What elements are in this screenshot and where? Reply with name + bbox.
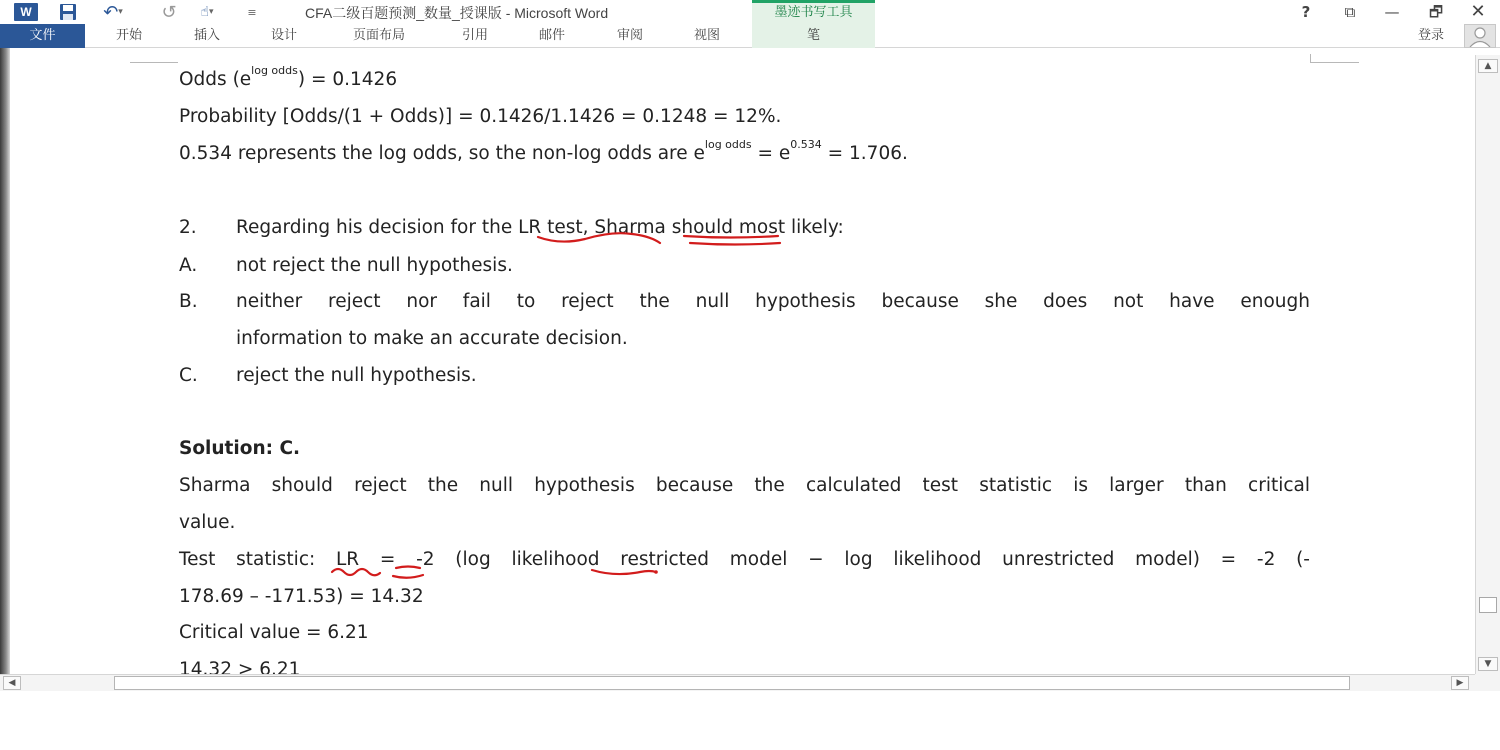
save-icon[interactable] xyxy=(58,2,78,22)
horizontal-scroll-thumb[interactable] xyxy=(114,676,1350,690)
option-text-continued: information to make an accurate decision. xyxy=(236,328,628,349)
scroll-down-icon[interactable]: ▼ xyxy=(1478,657,1498,671)
vertical-scrollbar[interactable] xyxy=(1475,55,1500,674)
undo-icon[interactable]: ↶ ▾ xyxy=(103,1,123,23)
tab-design[interactable]: 设计 xyxy=(270,28,297,43)
tab-page-layout[interactable]: 页面布局 xyxy=(352,28,405,43)
touch-dropdown-icon[interactable]: ▾ xyxy=(209,7,214,17)
user-icon xyxy=(1465,25,1495,47)
option-text: not reject the null hypothesis. xyxy=(236,255,513,276)
probability-line: Probability [Odds/(1 + Odds)] = 0.1426/1.1426 = 0.1248 = 12%. xyxy=(179,106,782,127)
sign-in-link[interactable]: 登录 xyxy=(1418,28,1445,43)
option-letter: C. xyxy=(179,365,198,386)
close-button[interactable]: ✕ xyxy=(1470,1,1486,22)
window-title: CFA二级百题预测_数量_授课版 - Microsoft Word xyxy=(305,5,609,21)
scroll-right-icon[interactable]: ▶ xyxy=(1451,676,1469,690)
blank-area xyxy=(0,691,1500,750)
touch-mode-icon[interactable]: ☝ ▾ xyxy=(200,4,214,20)
scrollbar-corner xyxy=(1475,674,1500,691)
option-letter: B. xyxy=(179,291,198,312)
test-statistic-line: 178.69 – -171.53) = 14.32 xyxy=(179,586,424,607)
tab-references[interactable]: 引用 xyxy=(461,28,488,43)
tab-insert[interactable]: 插入 xyxy=(193,28,220,43)
ink-tools-group-label: 墨迹书写工具 xyxy=(752,0,875,24)
ink-underline-sharma xyxy=(690,243,780,245)
test-statistic-line: Test statistic: LR = -2 (log likelihood restricted model − log likelihood unrestricted model) = -2 (- xyxy=(179,549,1310,570)
tab-view[interactable]: 视图 xyxy=(693,28,720,43)
option-letter: A. xyxy=(179,255,198,276)
tab-review[interactable]: 审阅 xyxy=(616,28,643,43)
avatar[interactable] xyxy=(1464,24,1496,48)
customize-toolbar-icon[interactable]: ≡ xyxy=(247,5,257,19)
tab-home[interactable]: 开始 xyxy=(115,28,142,43)
restore-window-button[interactable]: 🗗 xyxy=(1428,3,1444,21)
scroll-up-icon[interactable]: ▲ xyxy=(1478,59,1498,73)
ribbon-display-options-icon[interactable]: ⧉ xyxy=(1344,3,1356,21)
tab-pen[interactable]: 笔 xyxy=(752,24,875,48)
solution-text: value. xyxy=(179,512,236,533)
scroll-left-icon[interactable]: ◀ xyxy=(3,676,21,690)
tab-file[interactable]: 文件 xyxy=(0,24,85,48)
comparison-line: 14.32 > 6.21 xyxy=(179,659,301,674)
solution-heading: Solution: C. xyxy=(179,438,301,459)
margin-mark-right xyxy=(1310,54,1359,63)
vertical-scroll-thumb[interactable] xyxy=(1479,597,1497,613)
minimize-button[interactable]: — xyxy=(1384,3,1400,21)
redo-icon[interactable]: ↺ xyxy=(161,1,177,23)
undo-dropdown-icon[interactable]: ▾ xyxy=(118,7,123,17)
window-left-edge xyxy=(0,48,10,674)
ribbon-tab-bar xyxy=(0,24,1500,48)
help-icon[interactable]: ? xyxy=(1301,3,1311,21)
question-number: 2. xyxy=(179,217,197,238)
document-page[interactable] xyxy=(0,48,1475,674)
word-logo-icon[interactable]: W xyxy=(14,3,38,21)
critical-value-line: Critical value = 6.21 xyxy=(179,622,369,643)
solution-text: Sharma should reject the null hypothesis because the calculated test statistic is larger than critical xyxy=(179,475,1310,496)
question-text: Regarding his decision for the LR test, Sharma should most likely: xyxy=(236,217,844,238)
option-text: reject the null hypothesis. xyxy=(236,365,477,386)
horizontal-scrollbar[interactable] xyxy=(0,674,1475,691)
log-odds-line: 0.534 represents the log odds, so the non-log odds are $e^{log odds} = e^{0.534} = 1.706$. xyxy=(179,138,908,164)
odds-line: Odds $(e^{log odds}) = 0.1426$ xyxy=(179,64,398,90)
option-text: neither reject nor fail to reject the null hypothesis because she does not have enough xyxy=(236,291,1310,312)
title-bar xyxy=(0,0,1500,24)
margin-mark-left xyxy=(130,54,178,63)
tab-mailings[interactable]: 邮件 xyxy=(538,28,565,43)
ink-underline-minus-two xyxy=(393,575,423,578)
